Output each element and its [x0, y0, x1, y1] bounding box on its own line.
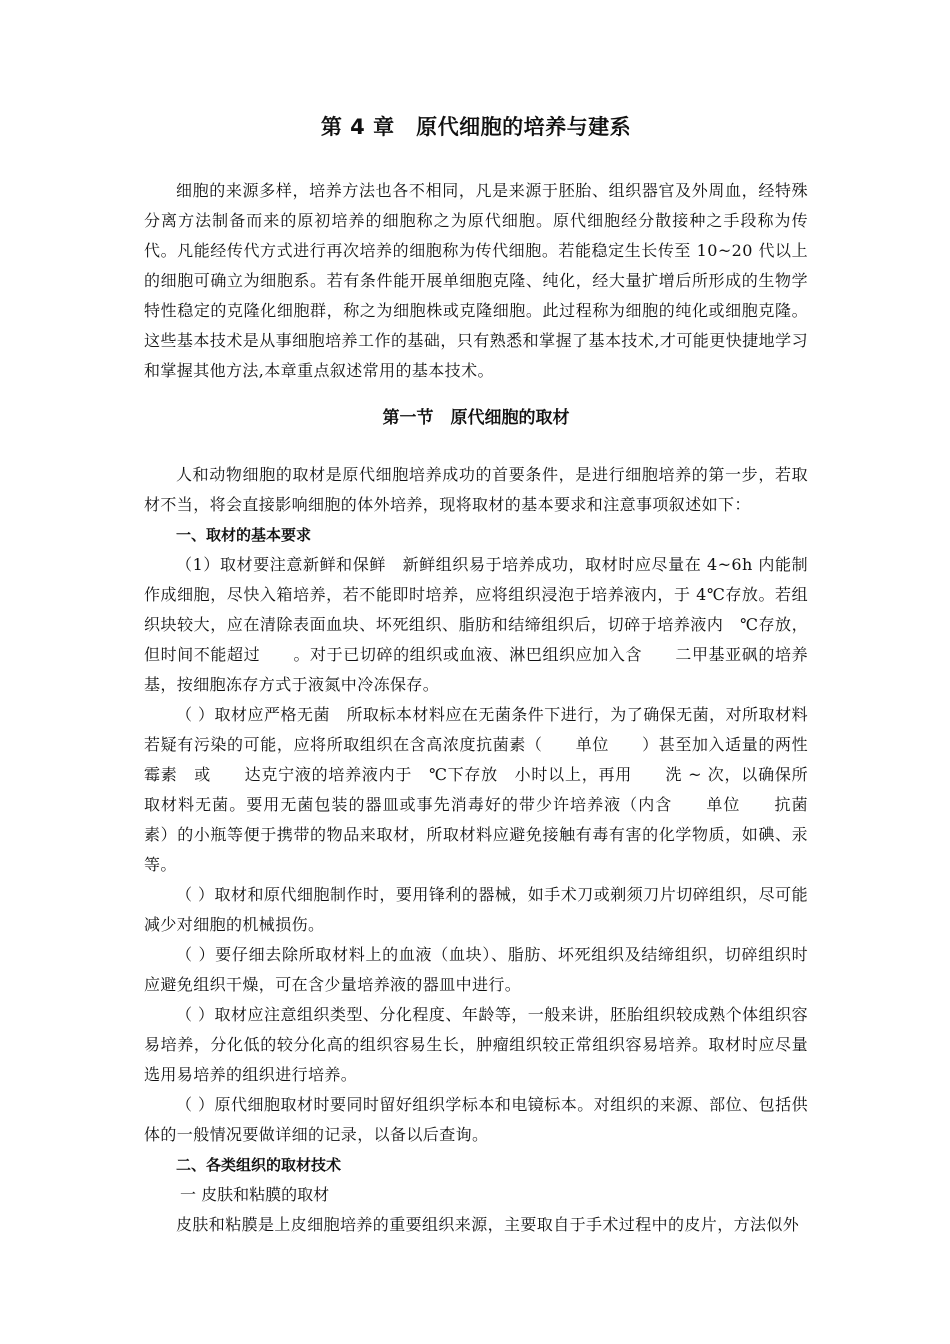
heading-sampling-techniques: 二、各类组织的取材技术 [176, 1156, 342, 1174]
skin-mucosa-paragraph: 皮肤和粘膜是上皮细胞培养的重要组织来源，主要取自于手术过程中的皮片，方法似外 [176, 1215, 800, 1234]
section-intro-paragraph: 人和动物细胞的取材是原代细胞培养成功的首要条件，是进行细胞培养的第一步，若取材不当，将会直接影响细胞的体外培养，现将取材的基本要求和注意事项叙述如下： [144, 465, 808, 514]
heading-basic-requirements: 一、取材的基本要求 [176, 526, 312, 544]
requirement-item-3: （ ）取材和原代细胞制作时，要用锋利的器械，如手术刀或剃须刀片切碎组织，尽可能减少对细胞的机械损伤。 [144, 885, 808, 934]
chapter-title: 第 4 章 原代细胞的培养与建系 [320, 115, 632, 139]
section-body [144, 460, 808, 1240]
requirement-item-5: （ ）取材应注意组织类型、分化程度、年龄等，一般来讲，胚胎组织较成熟个体组织容易培养，分化低的较分化高的组织容易生长，肿瘤组织较正常组织容易培养。取材时应尽量选用易培养的组织进行培养。 [144, 1005, 808, 1084]
subheading-skin-mucosa: 一 皮肤和粘膜的取材 [180, 1185, 330, 1204]
requirement-item-6: （ ）原代细胞取材时要同时留好组织学标本和电镜标本。对组织的来源、部位、包括供体的一般情况要做详细的记录，以备以后查询。 [144, 1095, 808, 1144]
intro-paragraph: 细胞的来源多样，培养方法也各不相同，凡是来源于胚胎、组织器官及外周血，经特殊分离方法制备而来的原初培养的细胞称之为原代细胞。原代细胞经分散接种之手段称为传代。凡能经传代方式进行再次培养的细胞称为传代细胞。若能稳定生长传至 10~20 代以上的细胞可确立为细胞系。若有条件能开展单细胞克隆、纯化，经大量扩增后所形成的生物学特性稳定的克隆化细胞群，称之为细胞株或克隆细胞。此过程称为细胞的纯化或细胞克隆。这些基本技术是从事细胞培养工作的基础，只有熟悉和掌握了基本技术,才可能更快捷地学习和掌握其他方法,本章重点叙述常用的基本技术。 [144, 181, 808, 380]
requirement-item-2: （ ）取材应严格无菌 所取标本材料应在无菌条件下进行，为了确保无菌，对所取材料若疑有污染的可能，应将所取组织在含高浓度抗菌素（ 单位 ）甚至加入适量的两性霉素 或 达克宁液的培养液内于 ℃下存放 小时以上，再用 洗 ~ 次，以确保所取材料无菌。要用无菌包装的器皿或事先消毒好的带少许培养液（内含 单位 抗菌素）的小瓶等便于携带的物品来取材，所取材料应避免接触有毒有害的化学物质，如碘、汞等。 [144, 705, 808, 874]
section-title: 第一节 原代细胞的取材 [382, 408, 570, 428]
intro-block [144, 176, 808, 386]
requirement-item-1: （1）取材要注意新鲜和保鲜 新鲜组织易于培养成功，取材时应尽量在 4~6h 内能制作成细胞，尽快入箱培养，若不能即时培养，应将组织浸泡于培养液内，于 4℃存放。若组织块较大，应在清除表面血块、坏死组织、脂肪和结缔组织后，切碎于培养液内 ℃存放，但时间不能超过 。对于已切碎的组织或血液、淋巴组织应加入含 二甲基亚砜的培养基，按细胞冻存方式于液氮中冷冻保存。 [144, 555, 808, 694]
requirement-item-4: （ ）要仔细去除所取材料上的血液（血块）、脂肪、坏死组织及结缔组织，切碎组织时应避免组织干燥，可在含少量培养液的器皿中进行。 [144, 945, 808, 994]
